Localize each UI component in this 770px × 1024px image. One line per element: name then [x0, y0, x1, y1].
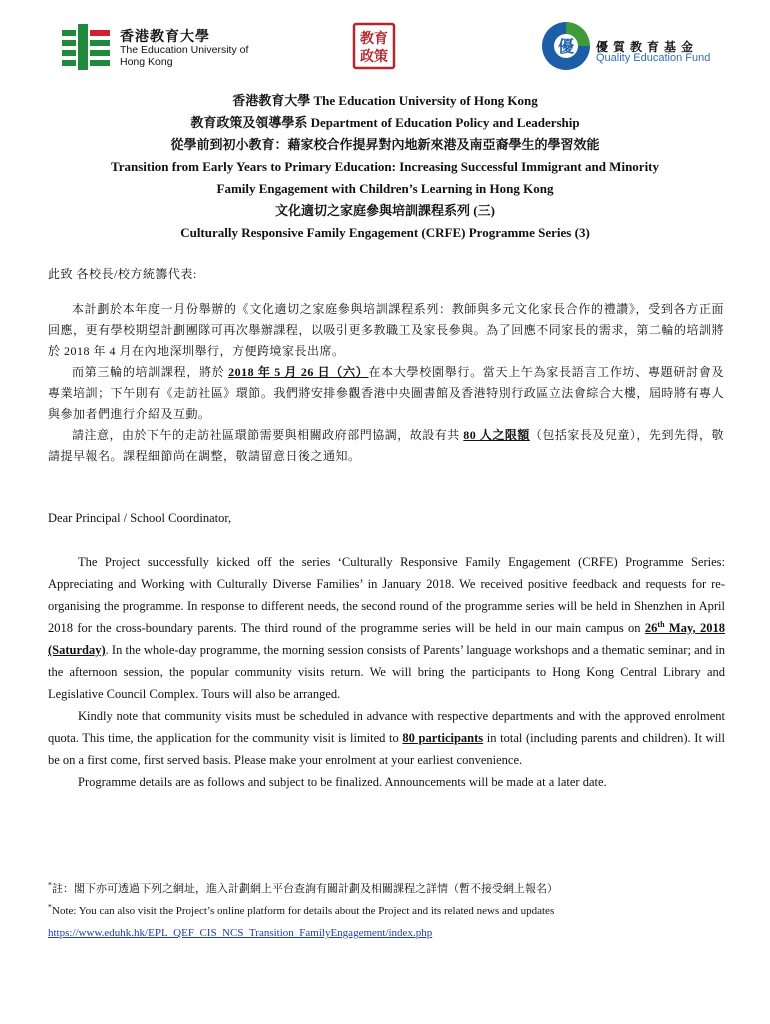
footnote-en-mark: * [48, 902, 52, 912]
qef-emblem-icon [538, 18, 594, 74]
salutation-zh: 此致 各校長/校方統籌代表: [48, 267, 197, 281]
letter-body-zh [48, 264, 724, 467]
quota-zh: 80 人之限額 [463, 428, 530, 442]
title-university: 香港教育大學 The Education University of Hong Kong [232, 93, 538, 108]
title-department: 教育政策及領導學系 Department of Education Policy and Leadership [190, 115, 580, 130]
footnote-zh [48, 878, 738, 900]
p2-zh-pre: 而第三輪的培訓課程，將於 [72, 365, 229, 379]
paragraph-zh-1: 本計劃於本年度一月份舉辦的《文化適切之家庭參與培訓課程系列：教師與多元文化家長合作的禮讚》，受到各方正面回應，更有學校期望計劃團隊可再次舉辦課程，以吸引更多教職工及家長參與。為了回應不同家長的需求，第二輪的培訓將於 2018 年 4 月在內地深圳舉行，方便跨境家長出席。 [48, 302, 724, 358]
svg-text:教育: 教育 [360, 31, 388, 47]
title-series-zh: 文化適切之家庭參與培訓課程系列 (三) [275, 203, 495, 218]
p3-zh-post: （包括家長及兒童），先到先得，敬請提早報名。課程細節尚在調整，敬請留意日後之通知。 [48, 428, 724, 463]
p2-zh-post: 在本大學校園舉行。當天上午為家長語言工作坊、專題研討會及專業培訓；下午則有《走訪社區》環節。我們將安排參觀香港中央圖書館及香港特別行政區立法會綜合大樓，屆時將有專人與參加者們進行介紹及互動。 [48, 365, 724, 421]
event-date-day: 26 [644, 621, 658, 635]
p1-en-post: . In the whole-day programme, the morning session consists of Parents’ language workshops and a thematic seminar; and in the afternoon session, the popular community visits return. We will bring the participants to Hong Kong Central Library and Legislative Council Complex. Tours will also be arranged. [48, 643, 725, 701]
title-project-en-line2: Family Engagement with Children’s Learning in Hong Kong [216, 181, 554, 196]
p2-en-post: in total (including parents and children). It will be on a first come, first served basis. Please make your enrolment at your earliest convenience. [48, 731, 725, 767]
svg-text:優: 優 [557, 37, 575, 56]
footnote-en [48, 900, 738, 922]
p2-en-pre: Kindly note that community visits must be scheduled in advance with respective departments and with the approved enrolment quota. This time, the application for the community visit is limited to [48, 709, 725, 745]
salutation-en: Dear Principal / School Coordinator, [48, 511, 232, 525]
paragraph-zh-2 [48, 362, 724, 425]
paragraph-zh-3 [48, 425, 724, 467]
footnotes [48, 878, 738, 944]
footnote-zh-mark: * [48, 880, 52, 890]
footnote-zh-text: 註：閣下亦可透過下列之網址，進入計劃網上平台查詢有關計劃及相關課程之詳情（暫不接受網上報名） [52, 883, 558, 895]
eduhk-emblem-icon [62, 24, 112, 70]
title-project-zh: 從學前到初小教育：藉家校合作提昇對內地新來港及南亞裔學生的學習效能 [170, 137, 600, 152]
department-seal [352, 22, 396, 75]
event-date-zh: 2018 年 5 月 26 日（六） [228, 365, 369, 379]
document-titles [0, 90, 770, 244]
event-date-suffix: th [657, 619, 665, 629]
logo-bar [0, 0, 770, 90]
seal-stamp-icon [352, 22, 396, 70]
paragraph-en-2 [48, 705, 725, 771]
qef-name-zh: 優質教育基金 [596, 40, 699, 54]
svg-text:政策: 政策 [360, 49, 388, 65]
event-date-rest: May, 2018 (Saturday) [48, 621, 726, 657]
paragraph-en-3: Programme details are as follows and subject to be finalized. Announcements will be made at a later date. [78, 775, 607, 789]
p3-zh-pre: 請注意，由於下午的走訪社區環節需要與相關政府部門協調，故設有共 [72, 428, 464, 442]
paragraph-en-1 [48, 551, 725, 705]
footnote-en-text: Note: You can also visit the Project’s online platform for details about the Project and its related news and updates [52, 905, 555, 917]
letter-body-en [48, 507, 725, 793]
quota-en: 80 participants [402, 731, 484, 745]
title-project-en-line1: Transition from Early Years to Primary Education: Increasing Successful Immigrant and Minority [110, 159, 660, 174]
project-website-link[interactable]: https://www.eduhk.hk/EPL_QEF_CIS_NCS_Transition_FamilyEngagement/index.php [48, 927, 433, 939]
qef-logo [538, 18, 711, 79]
p1-en-pre: The Project successfully kicked off the series ‘Culturally Responsive Family Engagement (CRFE) Programme Series: Appreciating and Working with Culturally Diverse Families’ in January 2018. We received positive feedback and requests for re-organising the programme. In response to different needs, the second round of the programme series will be held in Shenzhen in April 2018 for the cross-boundary parents. The third round of the programme series will be held in our main campus on [48, 555, 725, 635]
eduhk-name-zh: 香港教育大學 [120, 30, 210, 45]
qef-name-en: Quality Education Fund [596, 52, 711, 64]
title-series-en: Culturally Responsive Family Engagement (CRFE) Programme Series (3) [180, 225, 590, 240]
eduhk-name-en: The Education University of Hong Kong [120, 44, 249, 68]
